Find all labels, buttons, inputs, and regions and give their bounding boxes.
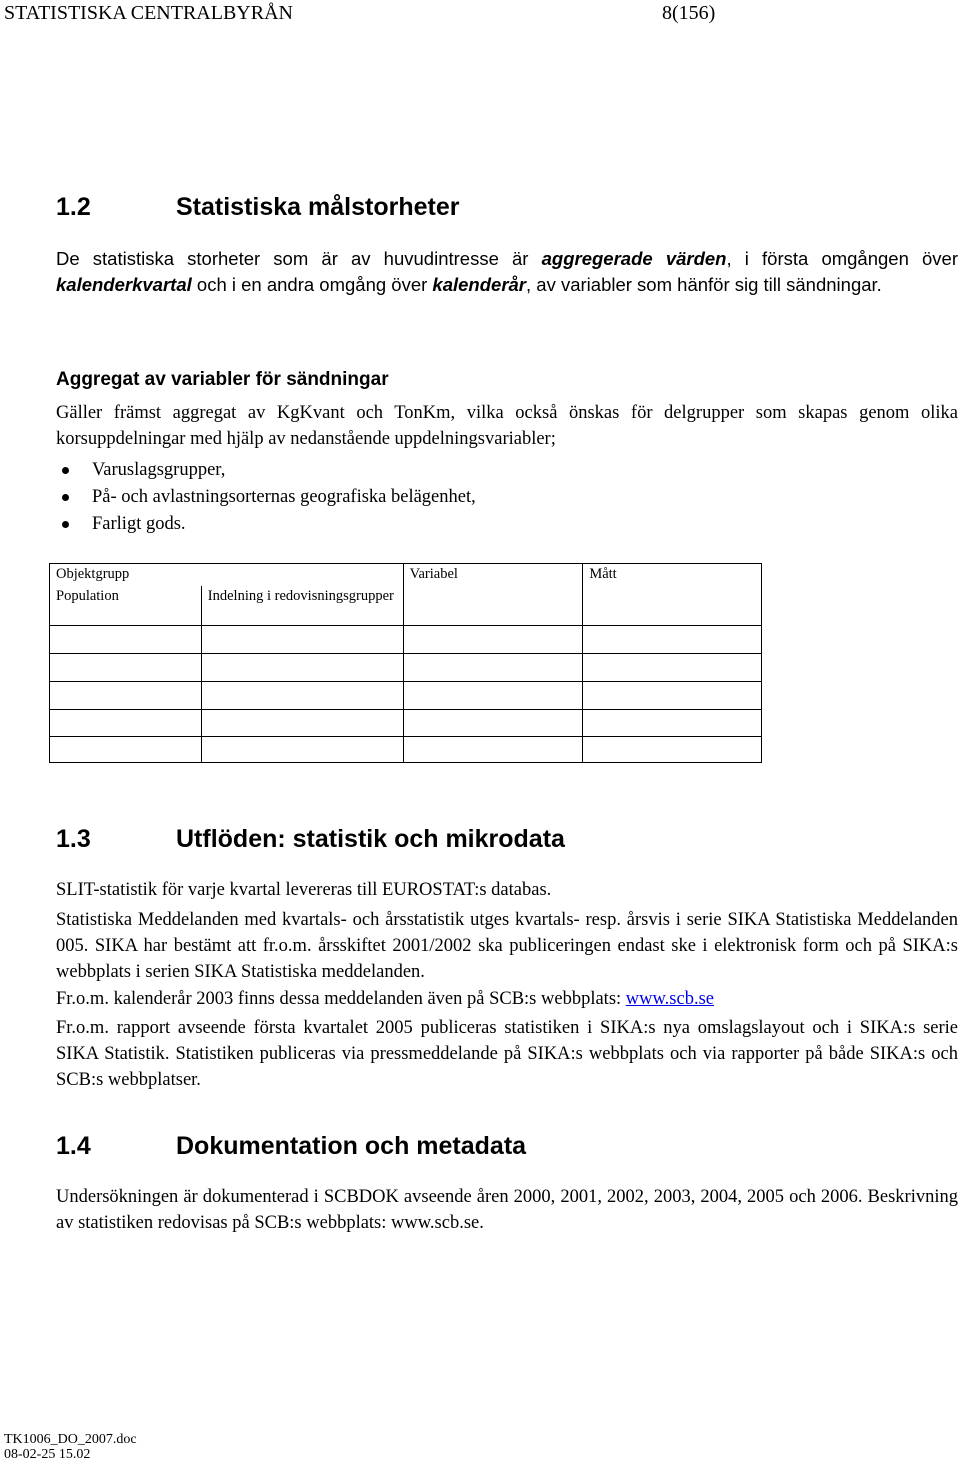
empty-cell	[403, 586, 583, 626]
outflow-paragraph-4: Fr.o.m. rapport avseende första kvartalet 2005 publiceras statistiken i SIKA:s nya omslagslayout och i SIKA:s serie SIKA Statistik. Statistiken publiceras via pressmeddelande på SIKA:s webbplats och via rapporter på både SIKA:s och SCB:s webbplatser.	[56, 1018, 958, 1090]
text-run: , av variabler som hänför sig till sändningar.	[526, 274, 882, 295]
table-row	[50, 682, 762, 710]
emphasis-kalenderar: kalenderår	[432, 274, 527, 295]
table-row	[50, 710, 762, 737]
subsection-heading: Aggregat av variabler för sändningar	[56, 369, 389, 390]
text-run: , i första omgången över	[726, 248, 959, 269]
bullet-list	[60, 457, 860, 538]
text-run: Fr.o.m. kalenderår 2003 finns dessa meddelanden även på SCB:s webbplats:	[56, 989, 626, 1009]
header-matt: Mått	[583, 564, 762, 586]
subheader-indelning: Indelning i redovisningsgrupper	[201, 586, 403, 626]
outflow-paragraph-1: SLIT-statistik för varje kvartal levereras till EUROSTAT:s databas.	[56, 880, 552, 900]
section-heading-1-3	[56, 825, 565, 854]
subsection-paragraph: Gäller främst aggregat av KgKvant och TonKm, vilka också önskas för delgrupper som skapas genom olika korsuppdelningar med hjälp av nedanstående uppdelningsvariabler;	[56, 403, 958, 449]
list-item: Varuslagsgrupper,	[60, 457, 860, 484]
list-item: På- och avlastningsorternas geografiska belägenhet,	[60, 484, 860, 511]
page-number: 8(156)	[662, 2, 716, 24]
section-number: 1.2	[56, 193, 91, 221]
scb-link[interactable]: www.scb.se	[625, 989, 714, 1009]
section-title: Utflöden: statistik och mikrodata	[176, 825, 565, 853]
header-objektgrupp: Objektgrupp	[50, 564, 404, 586]
outflow-paragraph-3	[56, 986, 958, 1012]
table-row	[50, 626, 762, 654]
empty-cell	[583, 586, 762, 626]
section-title: Statistiska målstorheter	[176, 193, 460, 221]
header-organization: STATISTISKA CENTRALBYRÅN	[4, 2, 293, 24]
outflow-paragraph-2: Statistiska Meddelanden med kvartals- och årsstatistik utges kvartals- resp. årsvis i serie SIKA Statistiska Meddelanden 005. SIKA har bestämt att fr.o.m. årsskiftet 2001/2002 ska publiceringen endast ske i elektronisk form och på SIKA:s webbplats i serien SIKA Statistiska meddelanden.	[56, 910, 958, 982]
subheader-population: Population	[50, 586, 202, 626]
section-heading-1-4	[56, 1132, 526, 1161]
objektgrupp-table	[49, 563, 762, 763]
documentation-paragraph: Undersökningen är dokumenterad i SCBDOK avseende åren 2000, 2001, 2002, 2003, 2004, 2005 och 2006. Beskrivning av statistiken redovisas på SCB:s webbplats: www.scb.se.	[56, 1187, 958, 1233]
list-item: Farligt gods.	[60, 511, 860, 538]
footer-date: 08-02-25 15.02	[4, 1447, 91, 1462]
table-row	[50, 737, 762, 763]
text-run: De statistiska storheter som är av huvudintresse är	[56, 248, 542, 269]
footer-filename: TK1006_DO_2007.doc	[4, 1432, 137, 1447]
section-title: Dokumentation och metadata	[176, 1132, 527, 1160]
section-number: 1.3	[56, 825, 91, 853]
footer	[4, 1432, 137, 1462]
section-number: 1.4	[56, 1132, 91, 1160]
table-row	[50, 654, 762, 682]
emphasis-aggregerade: aggregerade värden	[541, 248, 727, 269]
section-heading-1-2	[56, 193, 459, 222]
header-variabel: Variabel	[403, 564, 583, 586]
emphasis-kalenderkvartal: kalenderkvartal	[56, 274, 192, 295]
text-run: och i en andra omgång över	[191, 274, 433, 295]
intro-paragraph	[56, 246, 958, 298]
